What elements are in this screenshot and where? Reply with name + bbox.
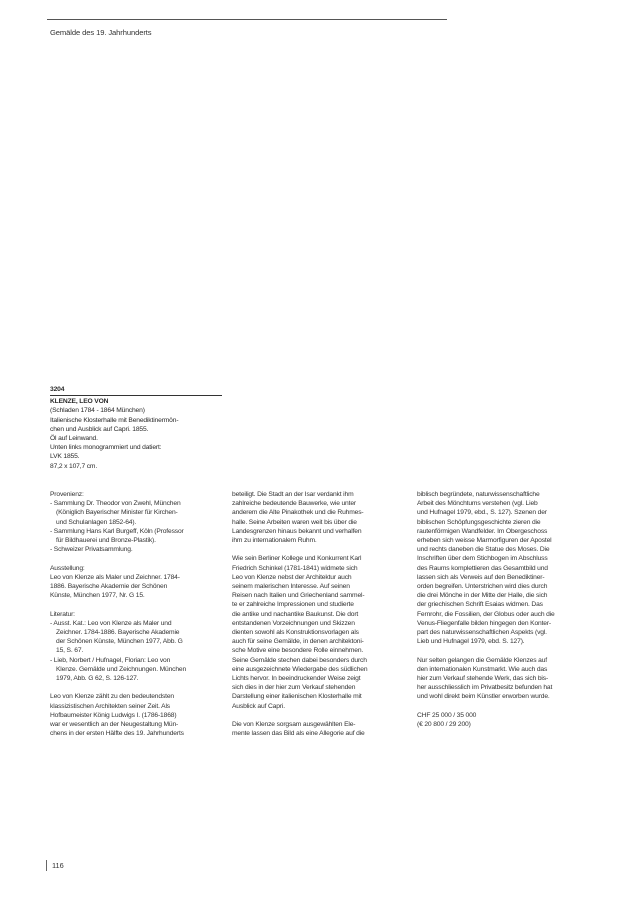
text-line: orden begreifen. Unterstrichen wird dies durch: [417, 583, 548, 591]
text-line: und rechts daneben die Statue des Moses. Die: [417, 546, 550, 554]
text-line: zahlreiche bedeutende Bauwerke, wie unter: [232, 500, 356, 508]
text-column-2: [232, 490, 408, 738]
text-line: erheben sich weisse Marmorfiguren der Apostel: [417, 537, 552, 545]
text-line: her ausschliesslich im Privatbesitz befunden hat: [417, 684, 553, 692]
lot-detail-line: Italienische Klosterhalle mit Benediktinermön-: [50, 416, 179, 424]
lot-detail-line: Öl auf Leinwand.: [50, 435, 98, 443]
page-number: 116: [46, 860, 64, 871]
text-line: dienten sowohl als Konstruktionsvorlagen als: [232, 629, 359, 637]
text-line: Provenienz:: [50, 491, 84, 498]
lot-detail-line: LVK 1855.: [50, 453, 80, 461]
text-line: klassizistischen Architekten seiner Zeit. Als: [50, 702, 170, 710]
text-line: sche Motive eine besondere Rolle einnehmen.: [232, 647, 364, 655]
text-line: Zeichner. 1784-1886. Bayerische Akademie: [56, 629, 180, 637]
text-line: [50, 554, 226, 563]
text-line: - Schweizer Privatsammlung.: [50, 546, 133, 554]
text-line: Wie sein Berliner Kollege und Konkurrent Karl: [232, 555, 362, 563]
text-line: - Ausst. Kat.: Leo von Klenze als Maler und: [50, 619, 172, 627]
text-line: Klenze. Gemälde und Zeichnungen. München: [56, 665, 187, 673]
text-line: - Lieb, Norbert / Hufnagel, Florian: Leo von: [50, 656, 171, 664]
text-line: und wohl direkt beim Künstler erworben wurde.: [417, 693, 550, 701]
text-line: beteiligt. Die Stadt an der Isar verdankt ihm: [232, 491, 354, 498]
text-line: für Bildhauerei und Bronze-Plastik).: [56, 537, 156, 545]
text-line: und Hufnagel 1979, ebd., S. 127). Szenen der: [417, 509, 547, 517]
text-line: mente lassen das Bild als eine Allegorie auf die: [232, 730, 365, 738]
text-line: Reisen nach Italien und Griechenland sammel-: [232, 592, 365, 600]
text-line: CHF 25 000 / 35 000: [417, 711, 477, 719]
text-line: Darstellung einer italienischen Klosterhalle mit: [232, 693, 362, 701]
text-line: Landesgrenzen hinaus bekannt und verhalfen: [232, 527, 362, 535]
text-line: 1886. Bayerische Akademie der Schönen: [50, 583, 168, 591]
text-line: entstandenen Vorzeichnungen und Skizzen: [232, 619, 355, 627]
text-line: war er wesentlich an der Neugestaltung Mün-: [50, 721, 179, 729]
text-line: Leo von Klenze als Maler und Zeichner. 1784-: [50, 573, 180, 581]
text-line: - Sammlung Dr. Theodor von Zwehl, München: [50, 500, 181, 508]
text-line: und Schulanlagen 1852-64).: [56, 518, 137, 526]
lot-artist: KLENZE, LEO VON: [50, 398, 109, 406]
text-line: [417, 646, 593, 655]
lot-detail-line: 87,2 x 107,7 cm.: [50, 462, 98, 470]
text-line: te er zahlreiche Impressionen und studierte: [232, 601, 354, 609]
text-line: biblischen Schöpfungsgeschichte zieren die: [417, 518, 541, 526]
lot-detail-line: chen und Ausblick auf Capri. 1855.: [50, 425, 149, 433]
text-line: biblisch begründete, naturwissenschaftliche: [417, 491, 540, 498]
text-line: chens in der ersten Hälfte des 19. Jahrhunderts: [50, 730, 184, 738]
text-line: Fernrohr, die Fossilien, der Globus oder auch die: [417, 610, 555, 618]
text-line: [50, 683, 226, 692]
text-line: ihm zu internationalem Ruhm.: [232, 537, 317, 545]
text-line: halle. Seine Arbeiten waren weit bis über die: [232, 518, 357, 526]
text-line: eine ausgezeichnete Wiedergabe des südlichen: [232, 665, 368, 673]
text-line: der Schönen Künste, München 1977, Abb. G: [56, 638, 183, 646]
text-line: [232, 711, 408, 720]
text-line: Ausstellung:: [50, 564, 85, 572]
text-line: Hofbaumeister König Ludwigs I. (1786-1868): [50, 711, 177, 719]
text-line: [50, 600, 226, 609]
text-line: Venus-Fliegenfalle bilden hingegen den Konter-: [417, 619, 552, 627]
text-line: die antike und nachantike Baukunst. Die dort: [232, 610, 359, 618]
text-line: Arbeit des Mönchtums verstehen (vgl. Lieb: [417, 500, 538, 508]
text-line: 1979, Abb. G 62, S. 126-127.: [56, 675, 139, 683]
text-line: Künste, München 1977, Nr. G 15.: [50, 592, 145, 600]
text-line: (€ 20 800 / 29 200): [417, 721, 471, 729]
text-line: Nur selten gelangen die Gemälde Klenzes auf: [417, 656, 547, 664]
text-line: die drei Mönche in der Mitte der Halle, die sich: [417, 592, 548, 600]
text-column-1: [50, 490, 226, 738]
text-line: (Königlich Bayerischer Minister für Kirchen-: [56, 509, 178, 517]
text-line: Die von Klenze sorgsam ausgewählten Ele-: [232, 721, 356, 729]
lot-detail-line: Unten links monogrammiert und datiert:: [50, 444, 162, 452]
lot-caption: [50, 385, 222, 471]
text-line: Ausblick auf Capri.: [232, 702, 285, 710]
text-line: - Sammlung Hans Karl Burgeff, Köln (Professor: [50, 527, 184, 535]
text-line: Inschriften über dem Stichbogen im Abschluss: [417, 555, 548, 563]
text-line: Seine Gemälde stechen dabei besonders durch: [232, 656, 367, 664]
text-line: Lieb und Hufnagel 1979, ebd. S. 127).: [417, 638, 525, 646]
text-line: der griechischen Schrift Esaias widmen. Das: [417, 601, 543, 609]
text-line: Leo von Klenze nebst der Architektur auch: [232, 573, 352, 581]
text-line: Friedrich Schinkel (1781-1841) widmete sich: [232, 564, 358, 572]
text-line: den internationalen Kunstmarkt. Wie auch das: [417, 665, 548, 673]
text-column-3: [417, 490, 593, 729]
text-line: Lichts hervor. In beeindruckender Weise zeigt: [232, 675, 361, 683]
text-line: lassen sich als Verweis auf den Benediktiner-: [417, 573, 545, 581]
text-line: sich dies in der hier zum Verkauf stehenden: [232, 684, 356, 692]
text-line: Literatur:: [50, 610, 75, 618]
lot-detail-line: (Schladen 1784 - 1864 München): [50, 407, 145, 415]
text-line: Leo von Klenze zählt zu den bedeutendsten: [50, 693, 174, 701]
text-line: des Raums komplettieren das Gesamtbild und: [417, 564, 548, 572]
running-title: Gemälde des 19. Jahrhunderts: [50, 28, 152, 37]
text-line: hier zum Verkauf stehende Werk, das sich bis-: [417, 675, 549, 683]
text-line: 15, S. 67.: [56, 647, 84, 655]
lot-number: 3204: [50, 385, 222, 396]
top-rule: [47, 19, 447, 20]
text-line: anderem die Alte Pinakothek und die Ruhmes-: [232, 509, 364, 517]
text-line: seinem malerischen Interesse. Auf seinen: [232, 583, 350, 591]
text-line: part des naturwissenschaftlichen Aspekts (vgl.: [417, 629, 547, 637]
text-line: [417, 702, 593, 711]
text-line: [232, 545, 408, 554]
text-line: auch für seine Gemälde, in denen architektoni-: [232, 638, 364, 646]
text-line: rautenförmigen Wandfelder. Im Obergeschoss: [417, 527, 548, 535]
